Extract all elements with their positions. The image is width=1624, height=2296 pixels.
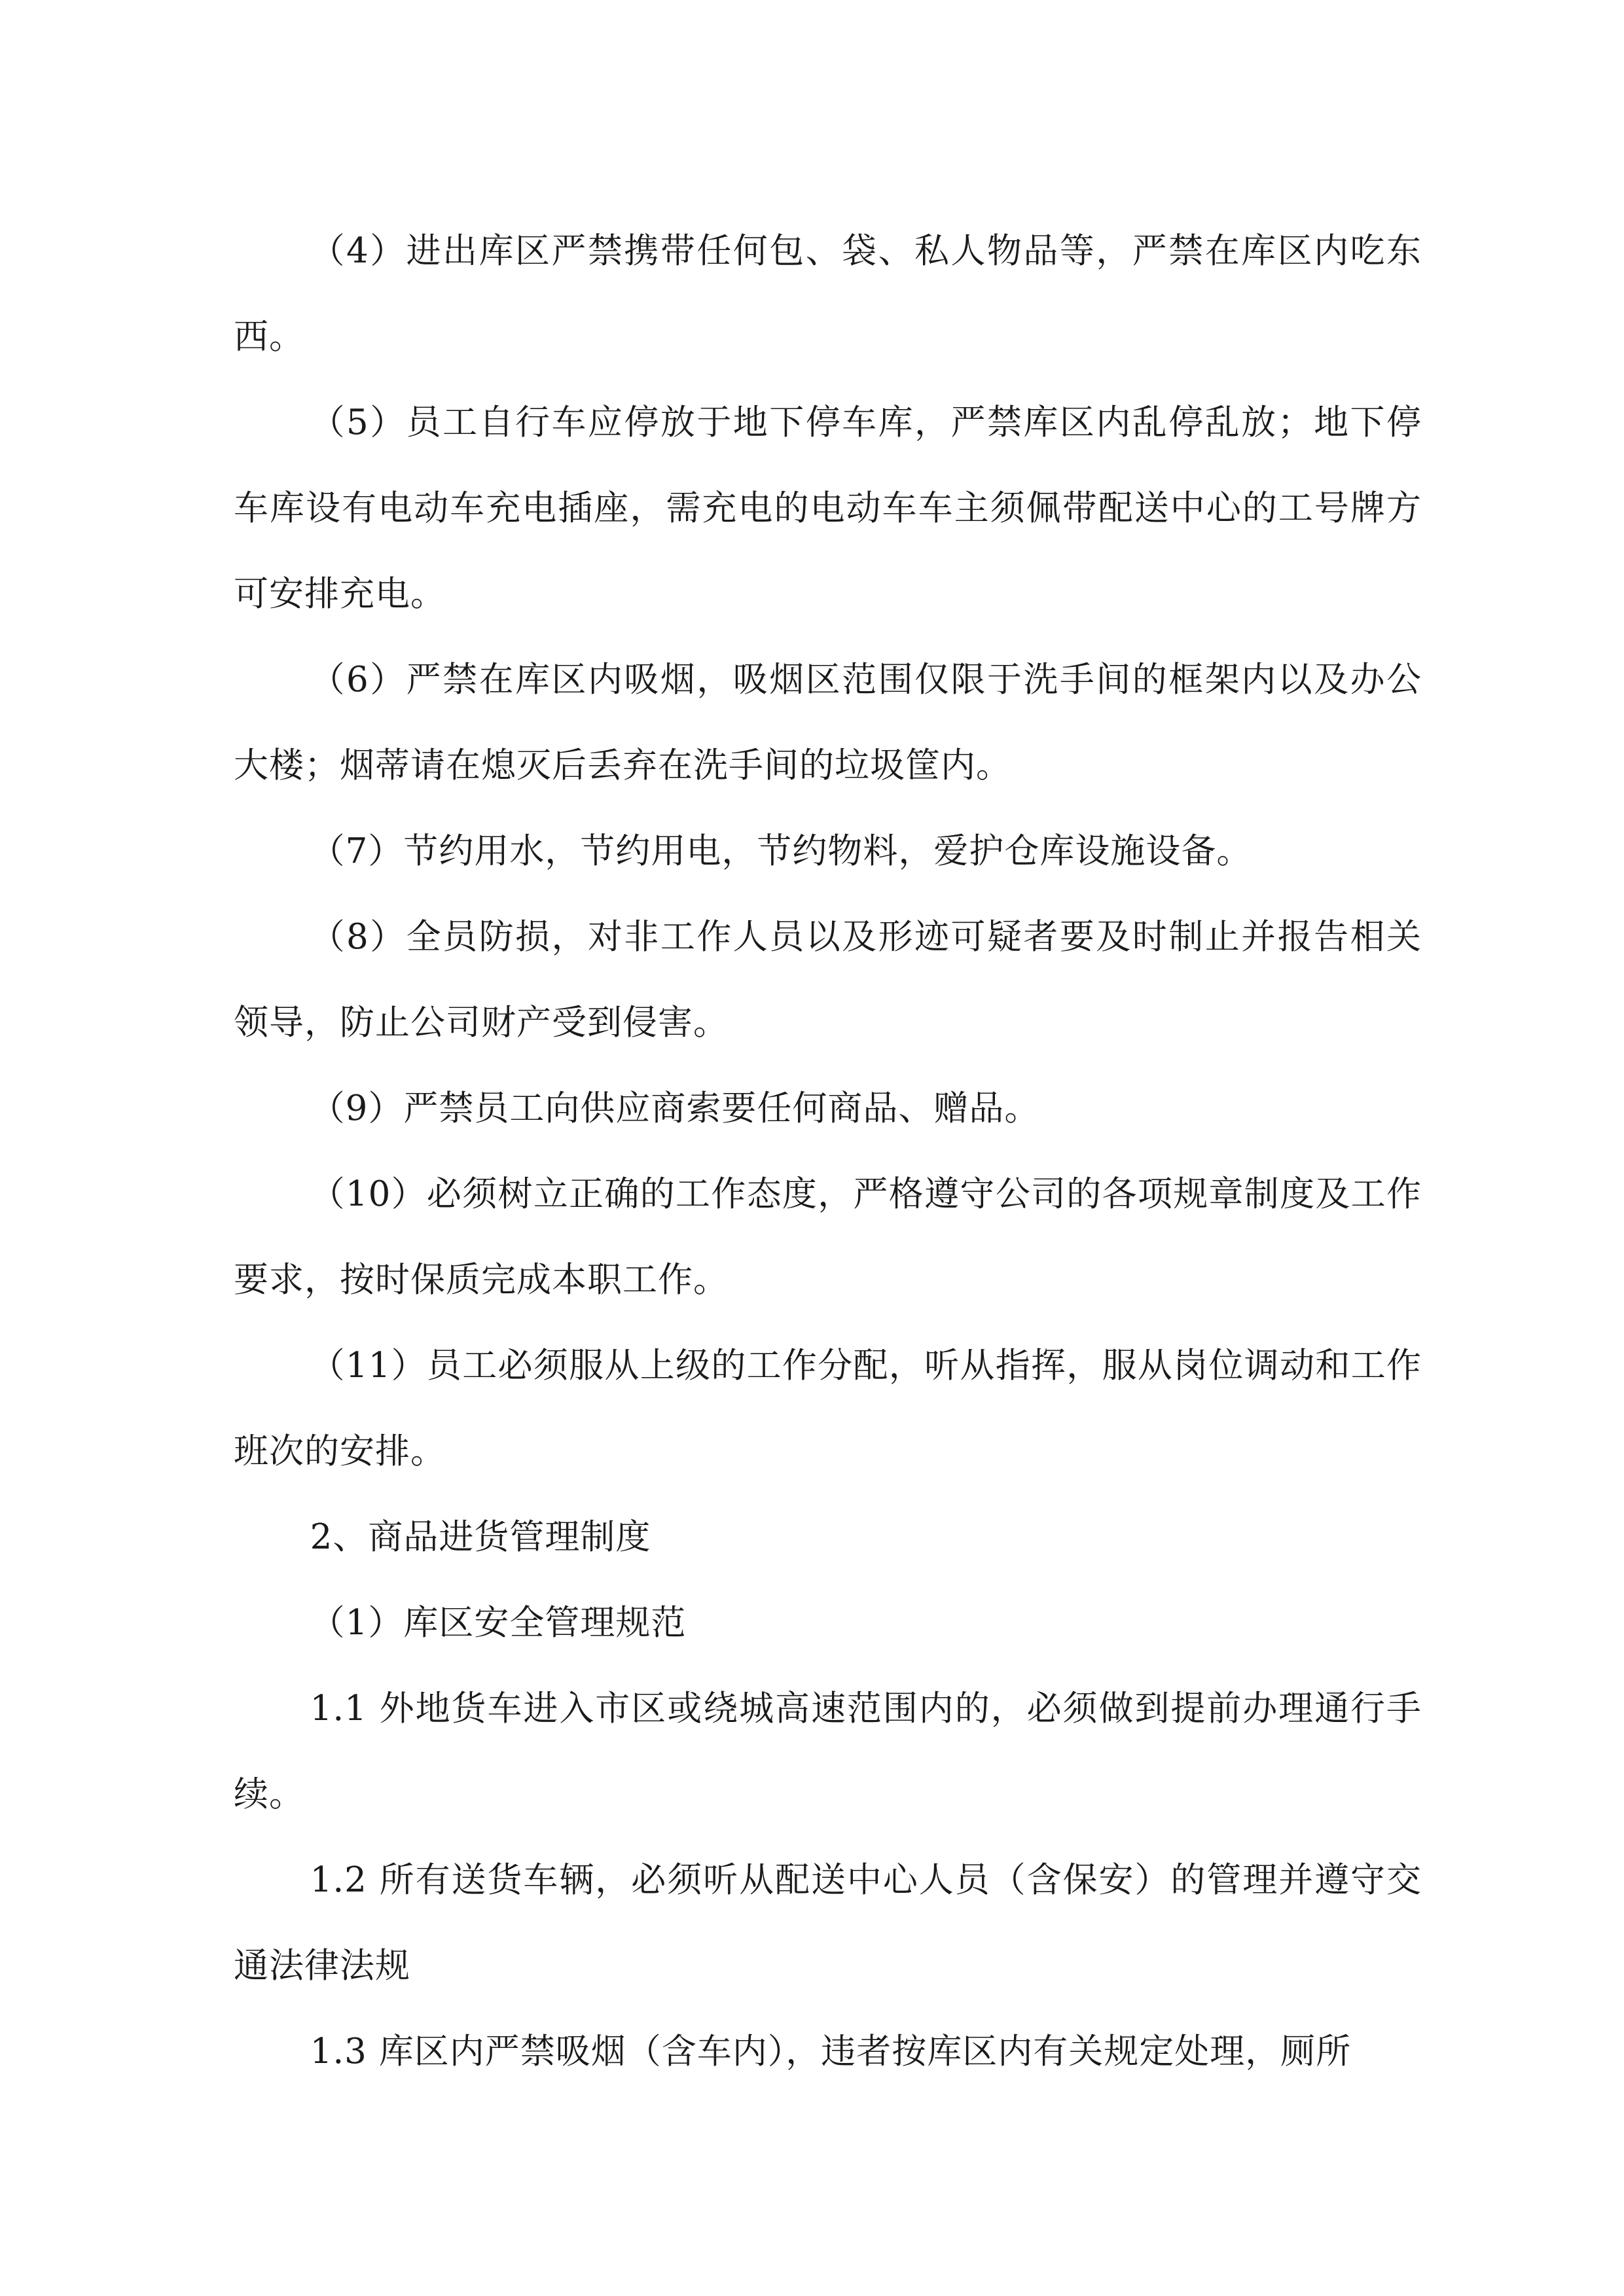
paragraph-rule-9: （9）严禁员工向供应商索要任何商品、赠品。 <box>310 1088 1040 1128</box>
paragraph-rule-4: （4）进出库区严禁携带任何包、袋、私人物品等，严禁在库区内吃东西。 <box>234 231 1422 357</box>
paragraph-rule-10: （10）必须树立正确的工作态度，严格遵守公司的各项规章制度及工作要求，按时保质完成本职工作。 <box>234 1174 1422 1300</box>
section-heading-goods-receiving: 2、商品进货管理制度 <box>310 1517 651 1557</box>
paragraph-rule-6: （6）严禁在库区内吸烟，吸烟区范围仅限于洗手间的框架内以及办公大楼；烟蒂请在熄灭后丢弃在洗手间的垃圾筐内。 <box>234 660 1422 785</box>
subsection-heading-warehouse-safety: （1）库区安全管理规范 <box>310 1603 687 1643</box>
paragraph-rule-8: （8）全员防损，对非工作人员以及形迹可疑者要及时制止并报告相关领导，防止公司财产受到侵害。 <box>234 917 1422 1043</box>
paragraph-clause-1-3: 1.3 库区内严禁吸烟（含车内），违者按库区内有关规定处理，厕所 <box>310 2032 1352 2072</box>
paragraph-rule-11: （11）员工必须服从上级的工作分配，听从指挥，服从岗位调动和工作班次的安排。 <box>234 1346 1422 1471</box>
paragraph-clause-1-2: 1.2 所有送货车辆，必须听从配送中心人员（含保安）的管理并遵守交通法律法规 <box>234 1860 1422 1986</box>
paragraph-rule-5: （5）员工自行车应停放于地下停车库，严禁库区内乱停乱放；地下停车库设有电动车充电插座，需充电的电动车车主须佩带配送中心的工号牌方可安排充电。 <box>234 403 1422 614</box>
paragraph-rule-7: （7）节约用水，节约用电，节约物料，爱护仓库设施设备。 <box>310 831 1252 871</box>
paragraph-clause-1-1: 1.1 外地货车进入市区或绕城高速范围内的，必须做到提前办理通行手续。 <box>234 1689 1422 1814</box>
document-body <box>234 208 1422 2094</box>
